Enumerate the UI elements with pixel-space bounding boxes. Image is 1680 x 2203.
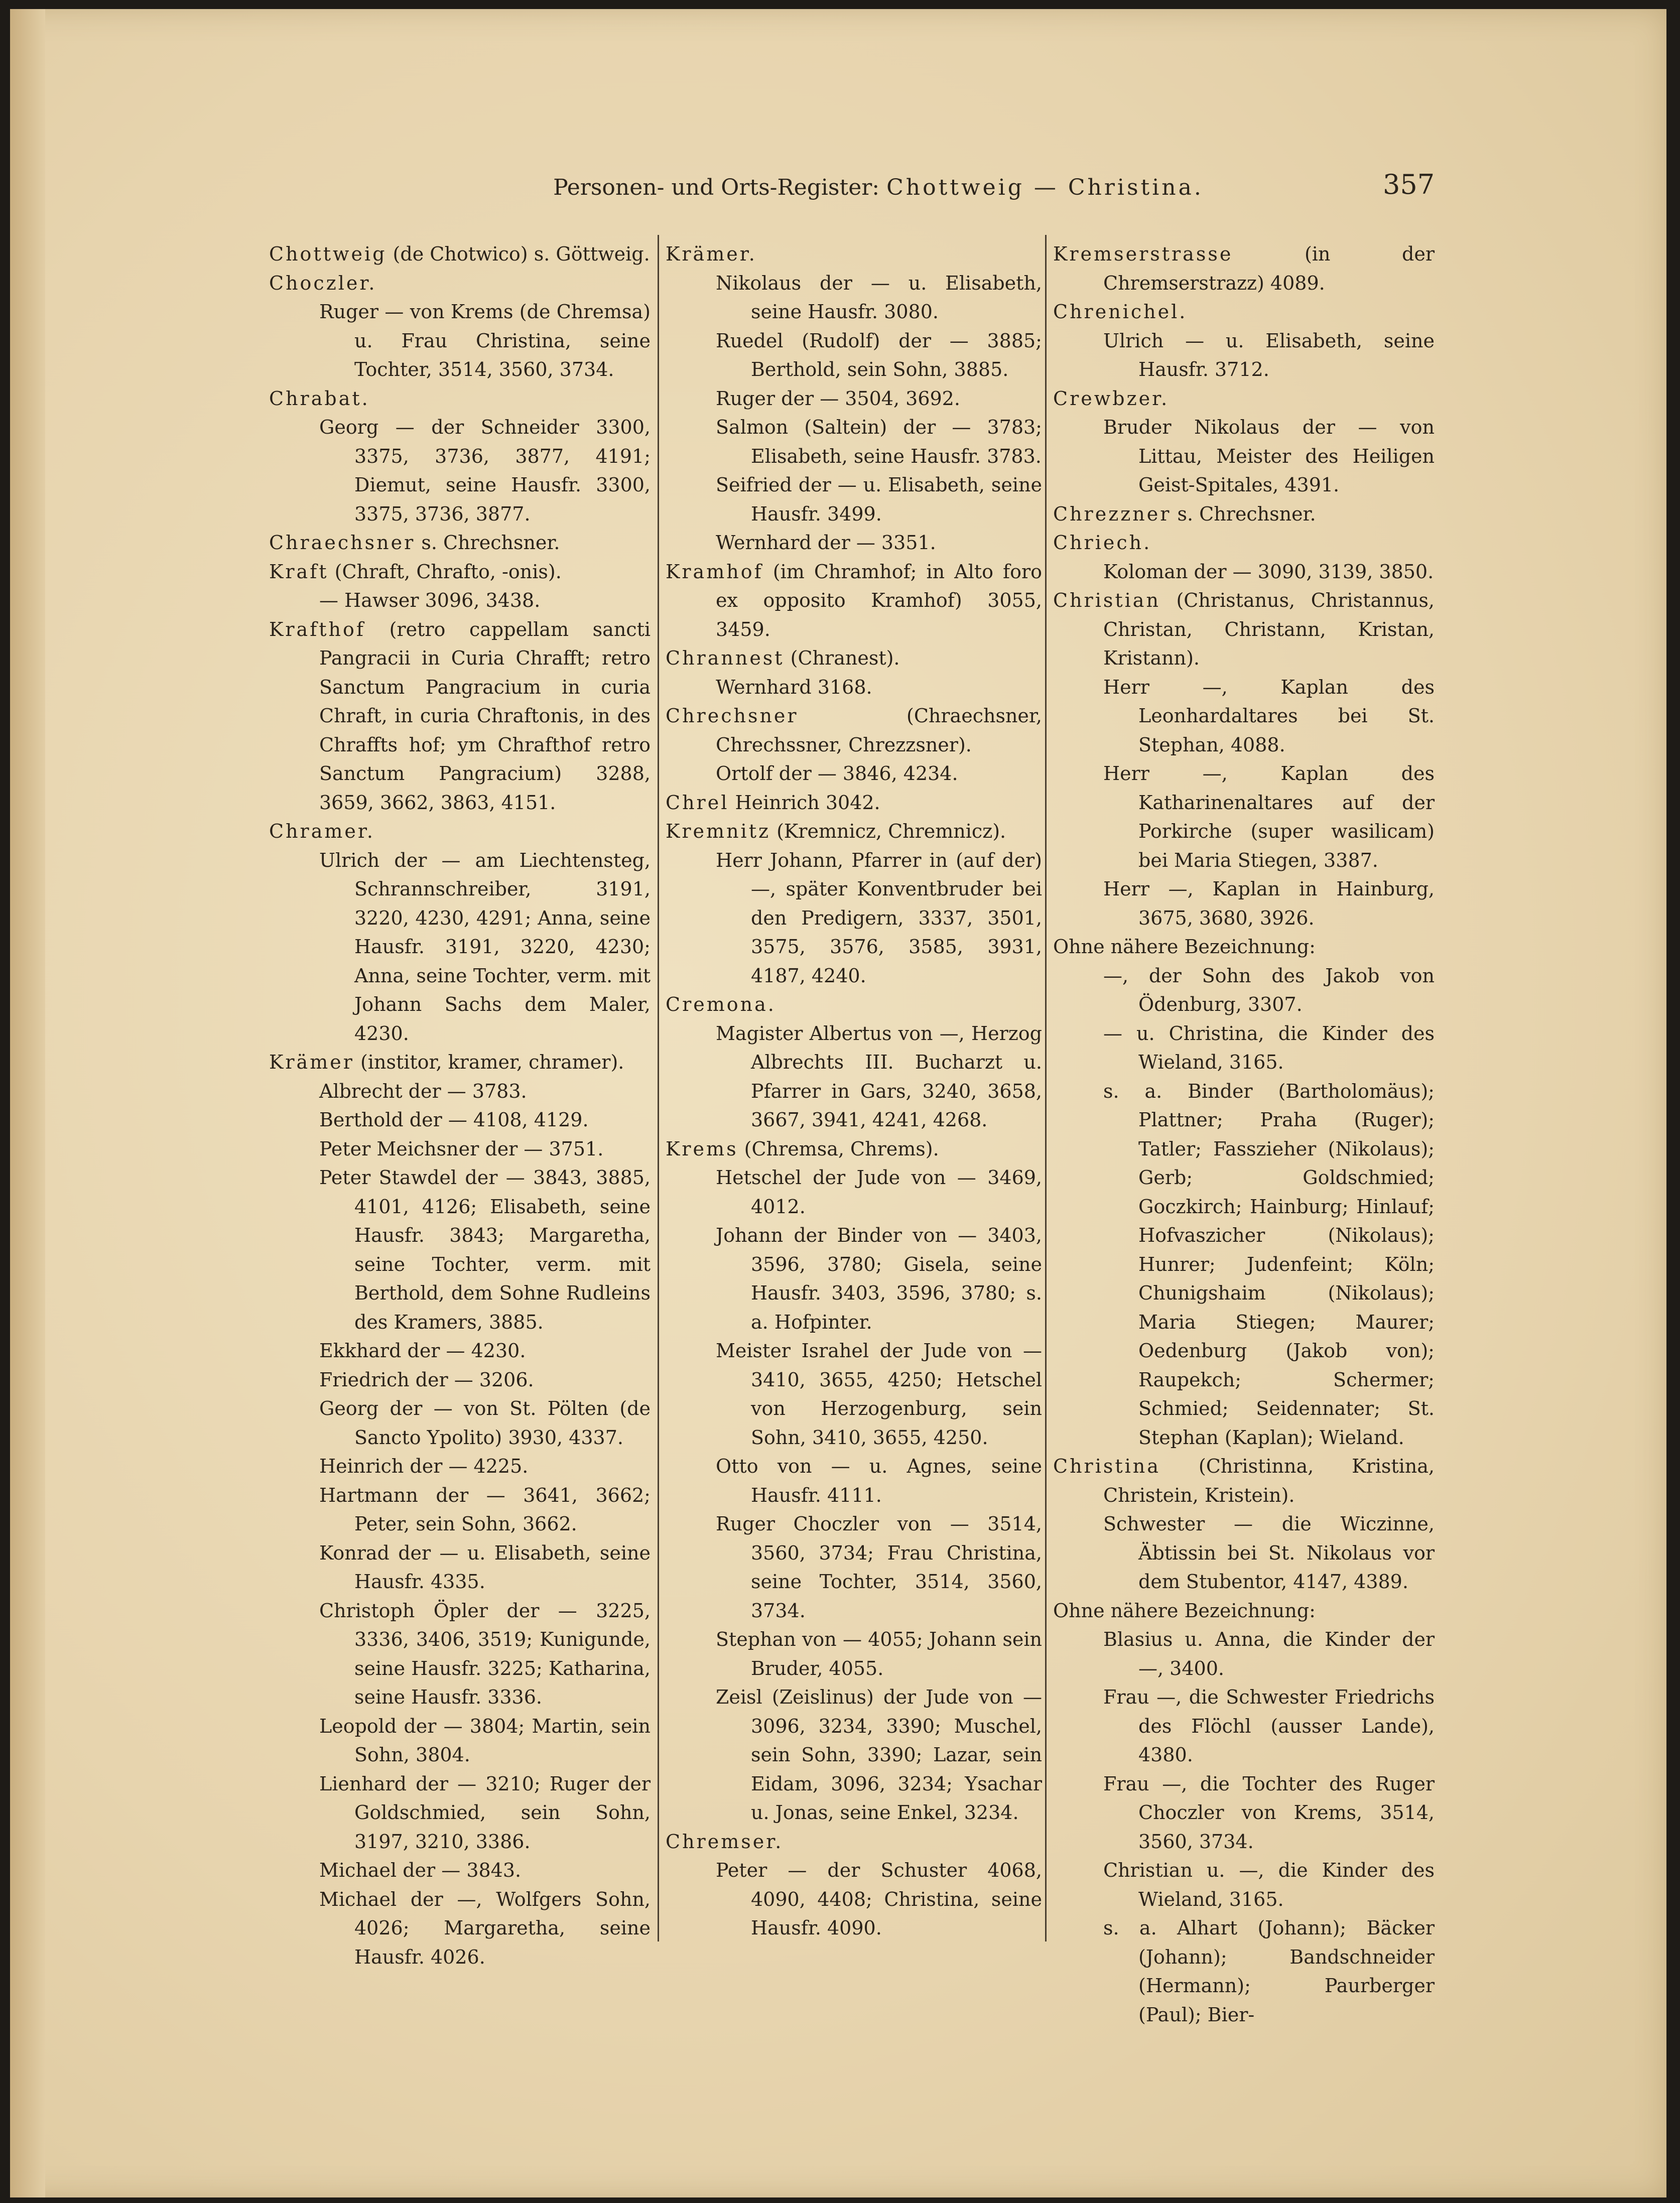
index-subentry: Ruedel (Rudolf) der — 3885; Berthold, sein Sohn, 3885. <box>716 329 1042 380</box>
header-prefix: Personen- und Orts-Register: <box>553 175 880 200</box>
index-subentry: —, der Sohn des Jakob von Ödenburg, 3307. <box>1103 964 1435 1015</box>
index-column-1 <box>269 240 651 1972</box>
index-heading <box>269 558 651 587</box>
running-header <box>542 175 1215 200</box>
headword: Krämer. <box>666 243 757 265</box>
index-subentry: Salmon (Saltein) der — 3783; Elisabeth, seine Hausfr. 3783. <box>716 416 1042 467</box>
headword: Krämer <box>269 1051 354 1073</box>
index-column-3 <box>1053 240 1435 2029</box>
headword: Cremona. <box>666 993 776 1015</box>
index-subentry: Bruder Nikolaus der — von Littau, Meister des Heiligen Geist-Spitales, 4391. <box>1103 416 1435 496</box>
index-subentry: Konrad der — u. Elisabeth, seine Hausfr. 4335. <box>319 1541 651 1593</box>
headword: Kraft <box>269 560 329 583</box>
heading-text: (Christinna, Kristina, Christein, Kristein). <box>1103 1455 1435 1506</box>
index-heading <box>666 1135 1042 1164</box>
index-subentry: Michael der — 3843. <box>319 1859 522 1881</box>
index-subentry: Koloman der — 3090, 3139, 3850. <box>1103 560 1434 583</box>
index-heading <box>666 240 1042 269</box>
scanned-page <box>10 9 1666 2197</box>
heading-text: (institor, kramer, chramer). <box>354 1051 624 1073</box>
index-subentry: Blasius u. Anna, die Kinder der —, 3400. <box>1103 1628 1435 1679</box>
heading-text: (Chraechsner, Chrechssner, Chrezzsner). <box>716 705 1042 756</box>
index-heading <box>269 269 651 298</box>
index-subentry: Georg der — von St. Pölten (de Sancto Ypolito) 3930, 4337. <box>319 1397 651 1449</box>
index-subentry: Stephan von — 4055; Johann sein Bruder, 4055. <box>716 1628 1042 1679</box>
index-heading <box>269 817 651 846</box>
index-subentry: Ruger der — 3504, 3692. <box>716 387 960 410</box>
index-subentry: Christoph Öpler der — 3225, 3336, 3406, 3519; Kunigunde, seine Hausfr. 3225; Katharina, seine Hausfr. 3336. <box>319 1599 651 1708</box>
headword: Chriech. <box>1053 532 1152 554</box>
index-column-2 <box>666 240 1042 1943</box>
heading-text: (Chremsa, Chrems). <box>738 1137 939 1160</box>
index-subentry: Zeisl (Zeislinus) der Jude von — 3096, 3234, 3390; Muschel, sein Sohn, 3390; Lazar, sein Eidam, 3096, 3234; Ysachar u. Jonas, seine Enkel, 3234. <box>716 1686 1042 1824</box>
index-subentry: — Hawser 3096, 3438. <box>319 589 541 611</box>
index-heading <box>666 990 1042 1019</box>
header-range: Chottweig — Christina. <box>886 175 1204 200</box>
index-subentry: Seifried der — u. Elisabeth, seine Hausfr. 3499. <box>716 474 1042 525</box>
index-heading <box>1053 586 1435 673</box>
index-subentry: Herr —, Kaplan des Leonhardaltares bei St. Stephan, 4088. <box>1103 676 1435 756</box>
index-heading <box>1053 384 1435 414</box>
headword: Christina <box>1053 1455 1160 1477</box>
index-heading <box>666 817 1042 846</box>
headword: Chrabat. <box>269 387 370 410</box>
index-heading <box>269 615 651 818</box>
section-note: Ohne nähere Bezeichnung: <box>1053 1599 1316 1622</box>
heading-text: (in der Chremserstrazz) 4089. <box>1103 243 1435 294</box>
headword: Crewbzer. <box>1053 387 1170 410</box>
index-subentry: Herr —, Kaplan des Katharinenaltares auf der Porkirche (super wasilicam) bei Maria Stiegen, 3387. <box>1103 762 1435 871</box>
index-subentry: Friedrich der — 3206. <box>319 1368 534 1391</box>
headword: Chottweig <box>269 243 387 265</box>
index-subentry: Frau —, die Tochter des Ruger Choczler von Krems, 3514, 3560, 3734. <box>1103 1772 1435 1853</box>
index-subentry: Wernhard der — 3351. <box>716 532 936 554</box>
index-subentry: Hartmann der — 3641, 3662; Peter, sein Sohn, 3662. <box>319 1484 651 1535</box>
heading-text: (de Chotwico) s. Göttweig. <box>386 243 650 265</box>
index-heading <box>1053 298 1435 327</box>
index-subentry: Lienhard der — 3210; Ruger der Goldschmied, sein Sohn, 3197, 3210, 3386. <box>319 1772 651 1853</box>
heading-text: s. Chrechsner. <box>1171 502 1316 525</box>
headword: Christian <box>1053 589 1160 611</box>
index-heading <box>269 529 651 558</box>
headword: Chrel <box>666 791 729 814</box>
index-subentry: Hetschel der Jude von — 3469, 4012. <box>716 1167 1042 1218</box>
index-subentry: Herr Johann, Pfarrer in (auf der) —, später Konventbruder bei den Predigern, 3337, 3501, 3575, 3576, 3585, 3931, 4187, 4240. <box>716 849 1042 987</box>
heading-text: (retro cappellam sancti Pangracii in Curia Chrafft; retro Sanctum Pangracium in curia Chraft, in curia Chraftonis, in des Chraffts hof; ym Chrafthof retro Sanctum Pangracium) 3288, 3659, 3662, 3863, 4151. <box>319 618 651 814</box>
index-subentry: Heinrich der — 4225. <box>319 1455 529 1477</box>
index-subentry: Ortolf der — 3846, 4234. <box>716 762 958 785</box>
heading-text: (Chranest). <box>784 647 900 669</box>
index-heading <box>269 384 651 414</box>
index-heading <box>666 558 1042 644</box>
index-heading <box>1053 500 1435 529</box>
heading-text: (Kremnicz, Chremnicz). <box>770 820 1006 842</box>
heading-text: (im Chramhof; in Alto foro ex opposito Kramhof) 3055, 3459. <box>716 560 1042 640</box>
headword: Krems <box>666 1137 738 1160</box>
headword: Choczler. <box>269 272 377 294</box>
headword: Krafthof <box>269 618 365 640</box>
headword: Kremnitz <box>666 820 770 842</box>
heading-text: (Christanus, Christannus, Christan, Christann, Kristan, Kristann). <box>1103 589 1435 669</box>
headword: Chrechsner <box>666 705 799 727</box>
index-subentry: Otto von — u. Agnes, seine Hausfr. 4111. <box>716 1455 1042 1506</box>
index-subentry: Frau —, die Schwester Friedrichs des Flöchl (ausser Lande), 4380. <box>1103 1686 1435 1766</box>
index-heading <box>666 789 1042 818</box>
index-subentry: Peter Meichsner der — 3751. <box>319 1137 604 1160</box>
index-heading <box>1053 240 1435 298</box>
index-subentry: Georg — der Schneider 3300, 3375, 3736, 3877, 4191; Diemut, seine Hausfr. 3300, 3375, 3736, 3877. <box>319 416 651 525</box>
index-subentry: Schwester — die Wiczinne, Äbtissin bei St. Nikolaus vor dem Stubentor, 4147, 4389. <box>1103 1513 1435 1593</box>
headword: Kremserstrasse <box>1053 243 1233 265</box>
index-subentry: Nikolaus der — u. Elisabeth, seine Hausfr. 3080. <box>716 272 1042 323</box>
index-heading <box>269 240 651 269</box>
index-heading <box>666 702 1042 759</box>
index-subentry: s. a. Binder (Bartholomäus); Plattner; Praha (Ruger); Tatler; Fasszieher (Nikolaus); Gerb; Goldschmied; Goczkirch; Hainburg; Hinlauf; Hofvaszicher (Nikolaus); Hunrer; Judenfeint; Köln; Chunigshaim (Nikolaus); Maria Stiegen; Maurer; Oedenburg (Jakob von); Raupekch; Schermer; Schmied; Seidennater; St. Stephan (Kaplan); Wieland. <box>1103 1080 1435 1449</box>
index-subentry: — u. Christina, die Kinder des Wieland, 3165. <box>1103 1022 1435 1073</box>
column-rule <box>1045 235 1047 1941</box>
index-subentry: Meister Israhel der Jude von — 3410, 3655, 4250; Hetschel von Herzogenburg, sein Sohn, 3410, 3655, 4250. <box>716 1340 1042 1449</box>
index-subentry: s. a. Alhart (Johann); Bäcker (Johann); Bandschneider (Hermann); Paurberger (Paul); Bier- <box>1103 1917 1435 2026</box>
page-number: 357 <box>1383 169 1435 200</box>
headword: Kramhof <box>666 560 763 583</box>
index-heading <box>269 1048 651 1077</box>
headword: Chramer. <box>269 820 375 842</box>
index-heading <box>666 644 1042 673</box>
heading-text: (Chraft, Chrafto, -onis). <box>328 560 562 583</box>
index-subentry: Michael der —, Wolfgers Sohn, 4026; Margaretha, seine Hausfr. 4026. <box>319 1888 651 1968</box>
index-subentry: Herr —, Kaplan in Hainburg, 3675, 3680, 3926. <box>1103 878 1435 929</box>
headword: Chrezzner <box>1053 502 1172 525</box>
index-subentry: Albrecht der — 3783. <box>319 1080 527 1102</box>
headword: Chrannest <box>666 647 785 669</box>
index-subentry: Johann der Binder von — 3403, 3596, 3780; Gisela, seine Hausfr. 3403, 3596, 3780; s. a. Hofpinter. <box>716 1224 1042 1333</box>
headword: Chraechsner <box>269 532 416 554</box>
index-heading <box>1053 529 1435 558</box>
heading-text: s. Chrechsner. <box>415 532 560 554</box>
headword: Chremser. <box>666 1830 784 1853</box>
index-heading <box>1053 1452 1435 1510</box>
index-subentry: Ruger — von Krems (de Chremsa) u. Frau Christina, seine Tochter, 3514, 3560, 3734. <box>319 301 651 380</box>
index-subentry: Wernhard 3168. <box>716 676 872 698</box>
index-subentry: Ekkhard der — 4230. <box>319 1340 526 1362</box>
page-gutter <box>10 9 45 2197</box>
index-subentry: Peter Stawdel der — 3843, 3885, 4101, 4126; Elisabeth, seine Hausfr. 3843; Margaretha, seine Tochter, verm. mit Berthold, dem Sohne Rudleins des Kramers, 3885. <box>319 1167 651 1333</box>
index-subentry: Magister Albertus von —, Herzog Albrechts III. Bucharzt u. Pfarrer in Gars, 3240, 3658, 3667, 3941, 4241, 4268. <box>716 1022 1042 1131</box>
index-subentry: Leopold der — 3804; Martin, sein Sohn, 3804. <box>319 1715 651 1766</box>
index-subentry: Berthold der — 4108, 4129. <box>319 1109 589 1131</box>
column-rule <box>658 235 659 1941</box>
index-subentry: Ulrich — u. Elisabeth, seine Hausfr. 3712. <box>1103 329 1435 380</box>
index-subentry: Christian u. —, die Kinder des Wieland, 3165. <box>1103 1859 1435 1910</box>
section-note: Ohne nähere Bezeichnung: <box>1053 936 1316 958</box>
index-subentry: Ruger Choczler von — 3514, 3560, 3734; Frau Christina, seine Tochter, 3514, 3560, 3734. <box>716 1513 1042 1622</box>
index-subentry: Ulrich der — am Liechtensteg, Schrannschreiber, 3191, 3220, 4230, 4291; Anna, seine Hausfr. 3191, 3220, 4230; Anna, seine Tochter, verm. mit Johann Sachs dem Maler, 4230. <box>319 849 651 1045</box>
index-heading <box>666 1828 1042 1857</box>
heading-text: Heinrich 3042. <box>729 791 880 814</box>
index-subentry: Peter — der Schuster 4068, 4090, 4408; Christina, seine Hausfr. 4090. <box>716 1859 1042 1939</box>
headword: Chrenichel. <box>1053 301 1188 323</box>
